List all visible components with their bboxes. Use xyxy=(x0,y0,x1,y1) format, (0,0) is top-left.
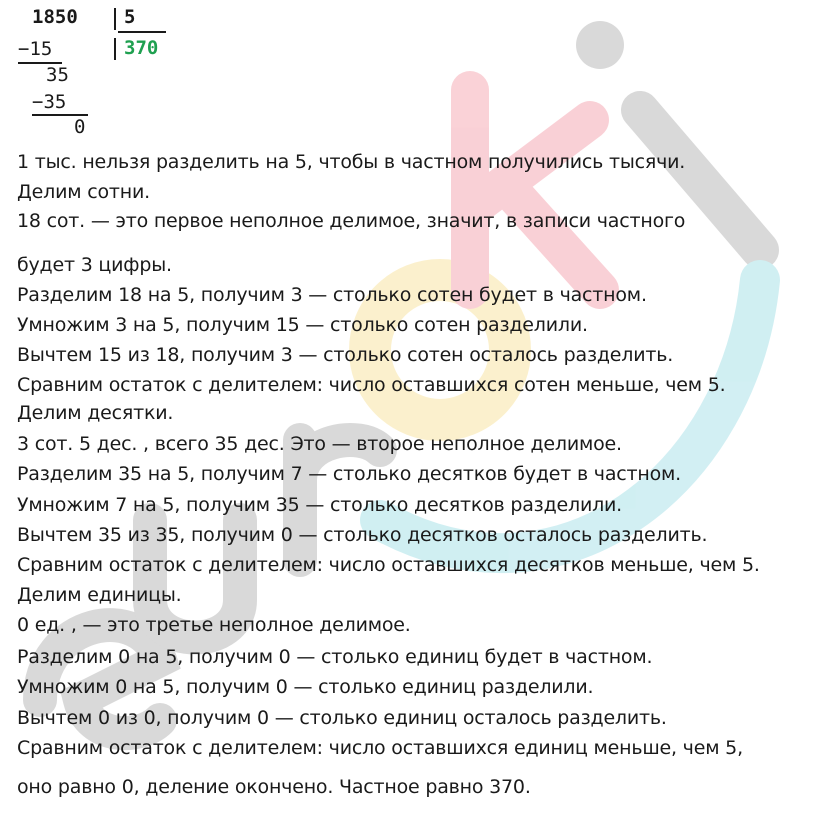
step2-remainder: 0 xyxy=(74,116,86,138)
explanation-line: Сравним остаток с делителем: число оставшихся сотен меньше, чем 5. xyxy=(17,374,726,396)
explanation-line: 0 ед. , — это третье неполное делимое. xyxy=(17,614,411,636)
explanation-line: 1 тыс. нельзя разделить на 5, чтобы в частном получились тысячи. xyxy=(17,151,686,173)
explanation-line: Делим десятки. xyxy=(17,402,174,424)
quotient-bar-vertical xyxy=(114,38,116,60)
watermark-dot xyxy=(576,21,624,69)
long-division xyxy=(0,0,200,145)
dividend: 1850 xyxy=(32,6,78,28)
explanation-line: Умножим 3 на 5, получим 15 — столько сотен разделили. xyxy=(17,314,588,336)
explanation-line: 3 сот. 5 дес. , всего 35 дес. Это — второе неполное делимое. xyxy=(17,433,622,455)
explanation-line: Умножим 7 на 5, получим 35 — столько десятков разделили. xyxy=(17,494,623,516)
explanation-line: Сравним остаток с делителем: число оставшихся единиц меньше, чем 5, xyxy=(17,737,743,759)
step1-subtrahend: −15 xyxy=(18,38,53,60)
explanation-line: Разделим 18 на 5, получим 3 — столько сотен будет в частном. xyxy=(17,284,647,306)
explanation-line: Вычтем 35 из 35, получим 0 — столько десятков осталось разделить. xyxy=(17,524,708,546)
explanation-line: Вычтем 0 из 0, получим 0 — столько единиц осталось разделить. xyxy=(17,707,667,729)
explanation-line: будет 3 цифры. xyxy=(17,254,172,276)
step1-remainder: 35 xyxy=(46,64,69,86)
explanation-line: оно равно 0, деление окончено. Частное равно 370. xyxy=(17,776,531,798)
explanation-line: Сравним остаток с делителем: число оставшихся десятков меньше, чем 5. xyxy=(17,554,760,576)
explanation-line: Умножим 0 на 5, получим 0 — столько единиц разделили. xyxy=(17,676,594,698)
divisor: 5 xyxy=(124,6,136,28)
explanation-line: Разделим 35 на 5, получим 7 — столько десятков будет в частном. xyxy=(17,463,681,485)
step2-subtrahend: −35 xyxy=(32,91,67,113)
explanation-line: Вычтем 15 из 18, получим 3 — столько сотен осталось разделить. xyxy=(17,344,674,366)
quotient: 370 xyxy=(124,37,159,59)
divisor-underline xyxy=(118,31,166,33)
explanation-line: 18 сот. — это первое неполное делимое, значит, в записи частного xyxy=(17,210,686,232)
explanation-line: Делим сотни. xyxy=(17,181,150,203)
division-bar-vertical xyxy=(114,8,116,30)
explanation-line: Разделим 0 на 5, получим 0 — столько единиц будет в частном. xyxy=(17,646,653,668)
explanation-line: Делим единицы. xyxy=(17,584,182,606)
watermark-letter-k xyxy=(470,90,600,290)
